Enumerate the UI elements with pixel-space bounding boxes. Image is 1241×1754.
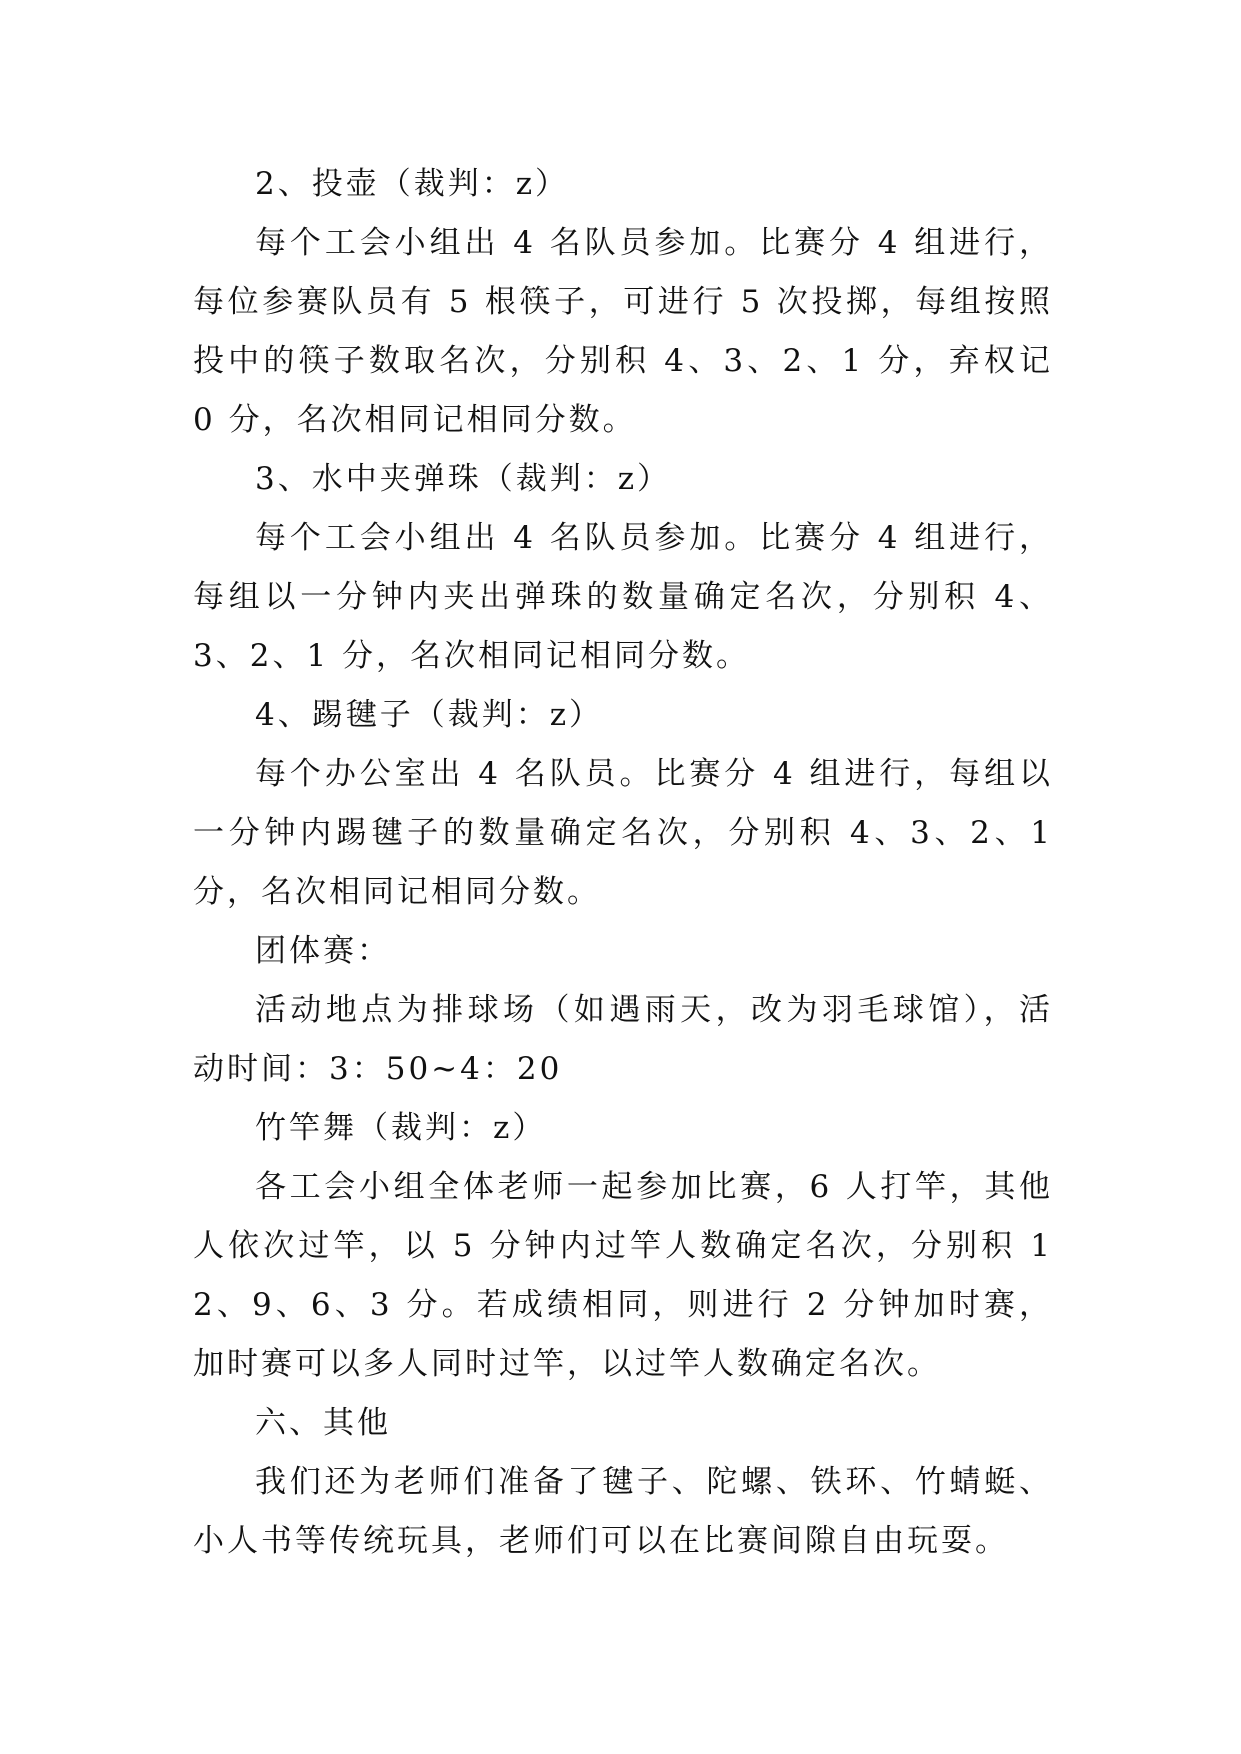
document-body [193,155,1053,1571]
section-heading-other: 六、其他 [255,1405,391,1441]
paragraph-team-location-time: 活动地点为排球场（如遇雨天，改为羽毛球馆），活动时间：3：50~4：20 [193,992,1053,1087]
paragraph-touhu-rules: 每个工会小组出 4 名队员参加。比赛分 4 组进行，每位参赛队员有 5 根筷子，可进行 5 次投掷，每组按照投中的筷子数取名次，分别积 4、3、2、1 分，弃权记 0 分，名次相同记相同分数。 [193,225,1053,438]
paragraph-marbles-rules: 每个工会小组出 4 名队员参加。比赛分 4 组进行，每组以一分钟内夹出弹珠的数量确定名次，分别积 4、3、2、1 分，名次相同记相同分数。 [193,520,1053,674]
paragraph-other-toys: 我们还为老师们准备了毽子、陀螺、铁环、竹蜻蜓、小人书等传统玩具，老师们可以在比赛间隙自由玩耍。 [193,1464,1053,1559]
section-heading-marbles: 3、水中夹弹珠（裁判：z） [255,461,672,497]
section-heading-shuttlecock: 4、踢毽子（裁判：z） [255,697,604,733]
section-heading-team: 团体赛： [255,933,391,969]
section-heading-touhu: 2、投壶（裁判：z） [255,166,570,202]
paragraph-shuttlecock-rules: 每个办公室出 4 名队员。比赛分 4 组进行，每组以一分钟内踢毽子的数量确定名次，分别积 4、3、2、1 分，名次相同记相同分数。 [193,756,1053,910]
paragraph-bamboo-dance-rules: 各工会小组全体老师一起参加比赛，6 人打竿，其他人依次过竿，以 5 分钟内过竿人数确定名次，分别积 12、9、6、3 分。若成绩相同，则进行 2 分钟加时赛，加时赛可以多人同时过竿，以过竿人数确定名次。 [193,1169,1053,1382]
section-heading-bamboo-dance: 竹竿舞（裁判：z） [255,1110,547,1146]
